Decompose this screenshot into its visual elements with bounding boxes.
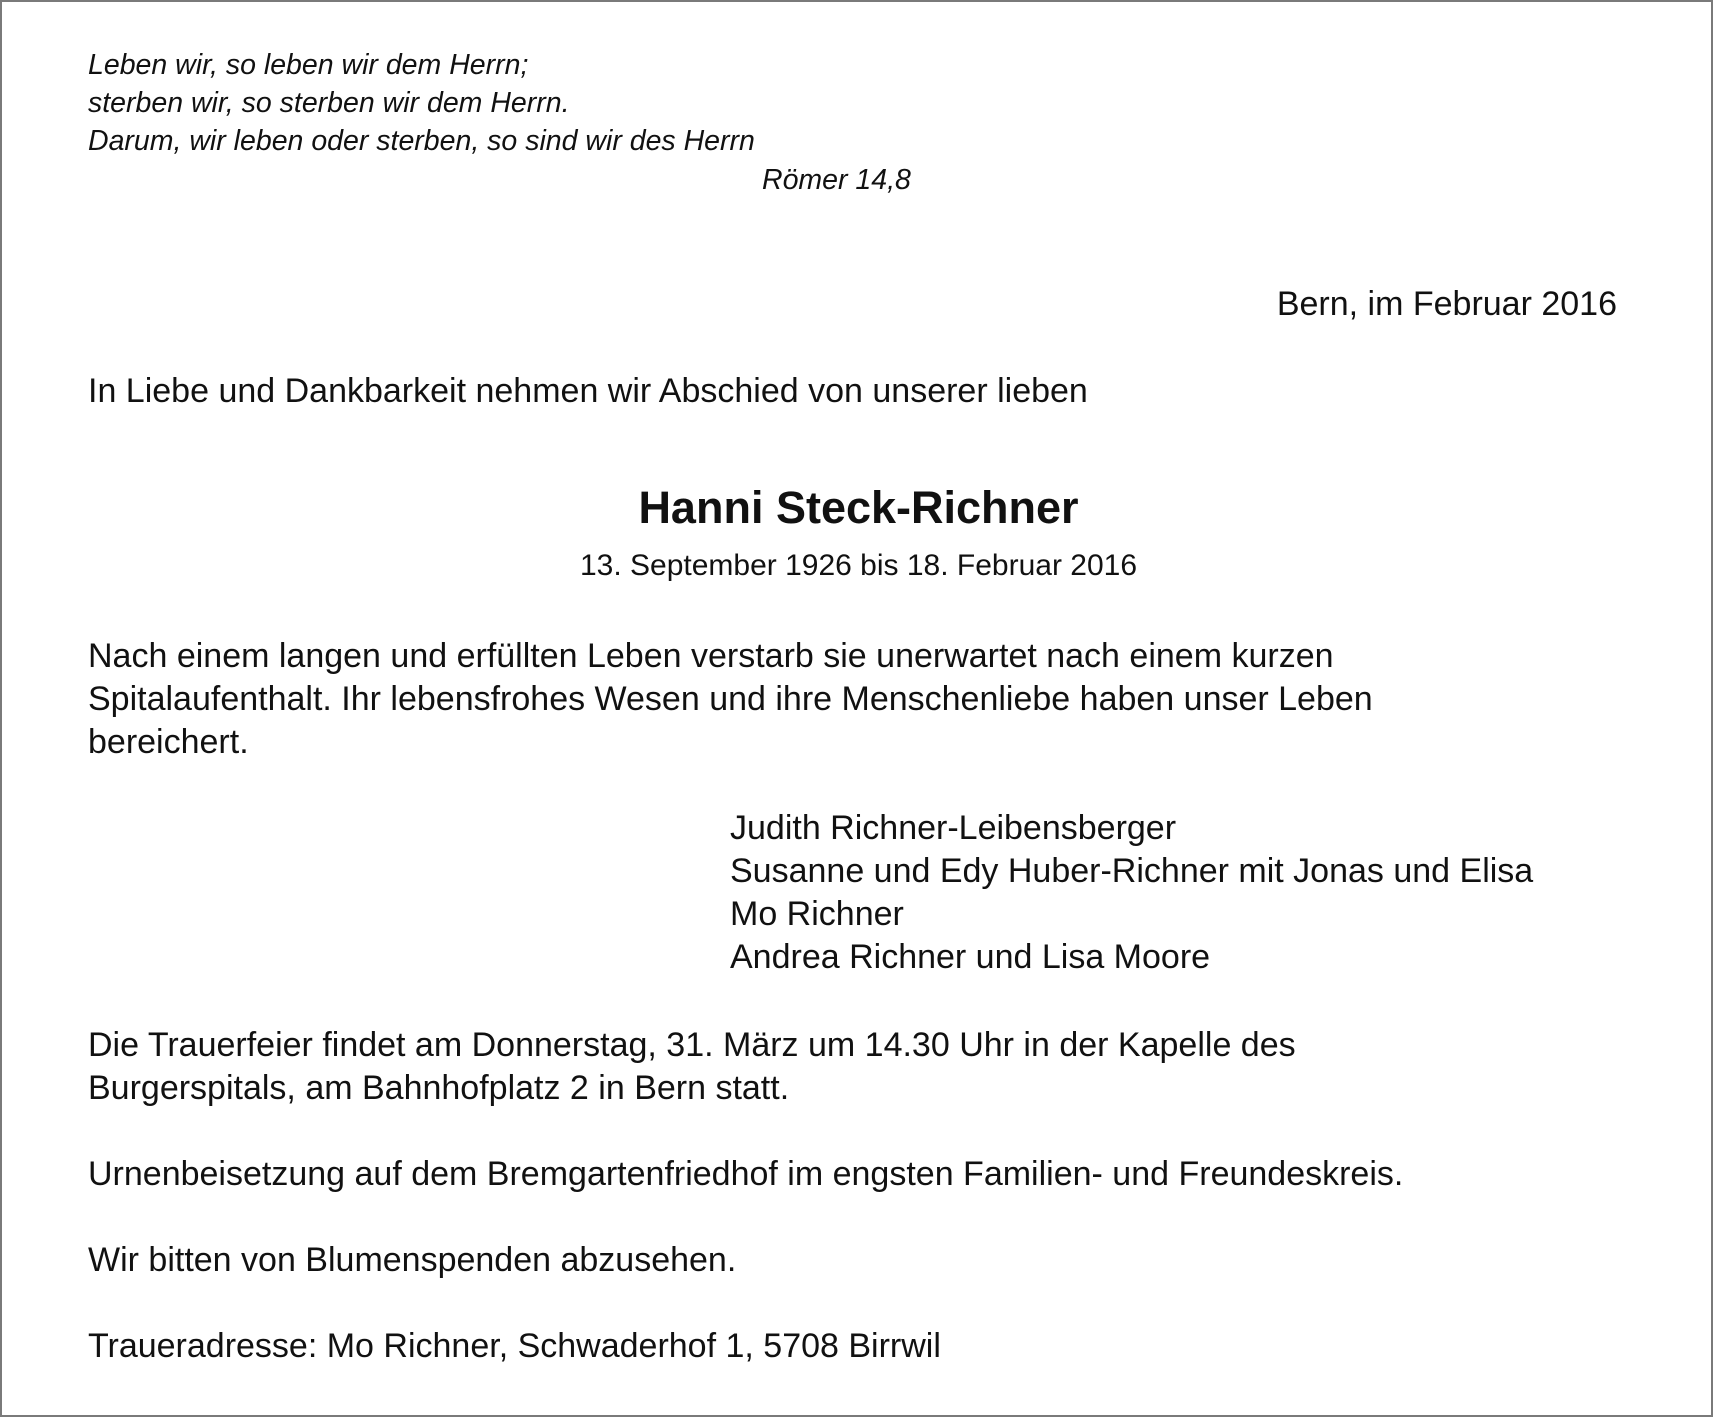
flowers-text: Wir bitten von Blumenspenden abzusehen. — [88, 1241, 737, 1279]
service-line: Burgerspitals, am Bahnhofplatz 2 in Bern statt. — [88, 1069, 790, 1107]
mourning-address: Traueradresse: Mo Richner, Schwaderhof 1, 5708 Birrwil — [88, 1327, 941, 1365]
mourner-entry: Judith Richner-Leibensberger — [730, 809, 1177, 847]
tribute-line: Nach einem langen und erfüllten Leben verstarb sie unerwartet nach einem kurzen — [88, 637, 1334, 675]
mourner-entry: Mo Richner — [730, 895, 904, 933]
intro-text: In Liebe und Dankbarkeit nehmen wir Abschied von unserer lieben — [88, 372, 1088, 410]
bible-verse — [88, 46, 755, 160]
service-paragraph — [88, 1024, 1296, 1110]
service-line: Die Trauerfeier findet am Donnerstag, 31. März um 14.30 Uhr in der Kapelle des — [88, 1026, 1296, 1064]
verse-line: sterben wir, so sterben wir dem Herrn. — [88, 87, 570, 119]
burial-text: Urnenbeisetzung auf dem Bremgartenfriedhof im engsten Familien- und Freundeskreis. — [88, 1155, 1404, 1193]
mourner-entry: Andrea Richner und Lisa Moore — [730, 938, 1211, 976]
mourner-entry: Susanne und Edy Huber-Richner mit Jonas und Elisa — [730, 852, 1534, 890]
address-paragraph — [88, 1325, 941, 1368]
verse-reference: Römer 14,8 — [762, 164, 911, 196]
tribute-paragraph — [88, 635, 1373, 764]
verse-line: Darum, wir leben oder sterben, so sind wir des Herrn — [88, 125, 755, 157]
tribute-line: bereichert. — [88, 723, 249, 761]
place-date: Bern, im Februar 2016 — [1276, 285, 1617, 323]
mourners-list — [730, 807, 1533, 979]
tribute-line: Spitalaufenthalt. Ihr lebensfrohes Wesen und ihre Menschenliebe haben unser Leben — [88, 680, 1373, 718]
life-dates: 13. September 1926 bis 18. Februar 2016 — [579, 549, 1138, 582]
deceased-name: Hanni Steck-Richner — [638, 482, 1079, 533]
burial-paragraph — [88, 1153, 1403, 1196]
verse-line: Leben wir, so leben wir dem Herrn; — [88, 49, 529, 81]
flowers-paragraph — [88, 1239, 736, 1282]
